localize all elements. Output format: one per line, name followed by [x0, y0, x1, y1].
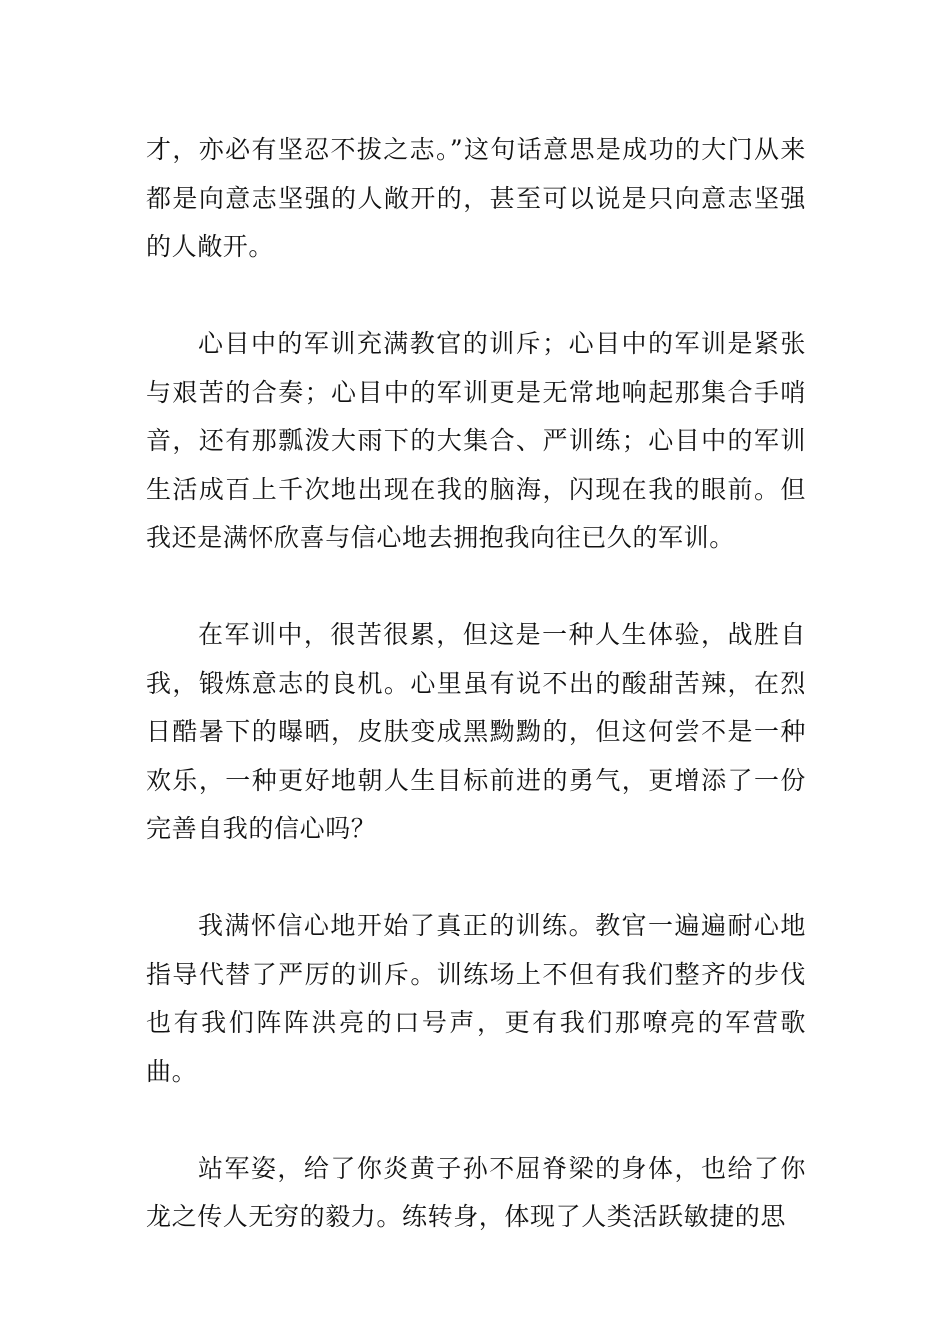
- document-body: [146, 126, 806, 1242]
- paragraph-gap: [146, 563, 806, 612]
- paragraph-5: 站军姿，给了你炎黄子孙不屈脊梁的身体，也给了你龙之传人无穷的毅力。练转身，体现了人类活跃敏捷的思: [146, 1153, 806, 1231]
- paragraph-2: 心目中的军训充满教官的训斥；心目中的军训是紧张与艰苦的合奏；心目中的军训更是无常地响起那集合手哨音，还有那瓢泼大雨下的大集合、严训练；心目中的军训生活成百上千次地出现在我的脑海，闪现在我的眼前。但我还是满怀欣喜与信心地去拥抱我向往已久的军训。: [146, 329, 806, 552]
- paragraph-gap: [146, 1096, 806, 1145]
- paragraph-1: 才，亦必有坚忍不拔之志。”这句话意思是成功的大门从来都是向意志坚强的人敞开的，甚至可以说是只向意志坚强的人敞开。: [146, 135, 806, 261]
- paragraph-gap: [146, 854, 806, 903]
- paragraph-4: 我满怀信心地开始了真正的训练。教官一遍遍耐心地指导代替了严厉的训斥。训练场上不但有我们整齐的步伐也有我们阵阵洪亮的口号声，更有我们那嘹亮的军营歌曲。: [146, 911, 806, 1086]
- paragraph-3: 在军训中，很苦很累，但这是一种人生体验，战胜自我，锻炼意志的良机。心里虽有说不出的酸甜苦辣，在烈日酷暑下的曝晒，皮肤变成黑黝黝的，但这何尝不是一种欢乐，一种更好地朝人生目标前进的勇气，更增添了一份完善自我的信心吗？: [146, 620, 806, 843]
- paragraph-gap: [146, 272, 806, 321]
